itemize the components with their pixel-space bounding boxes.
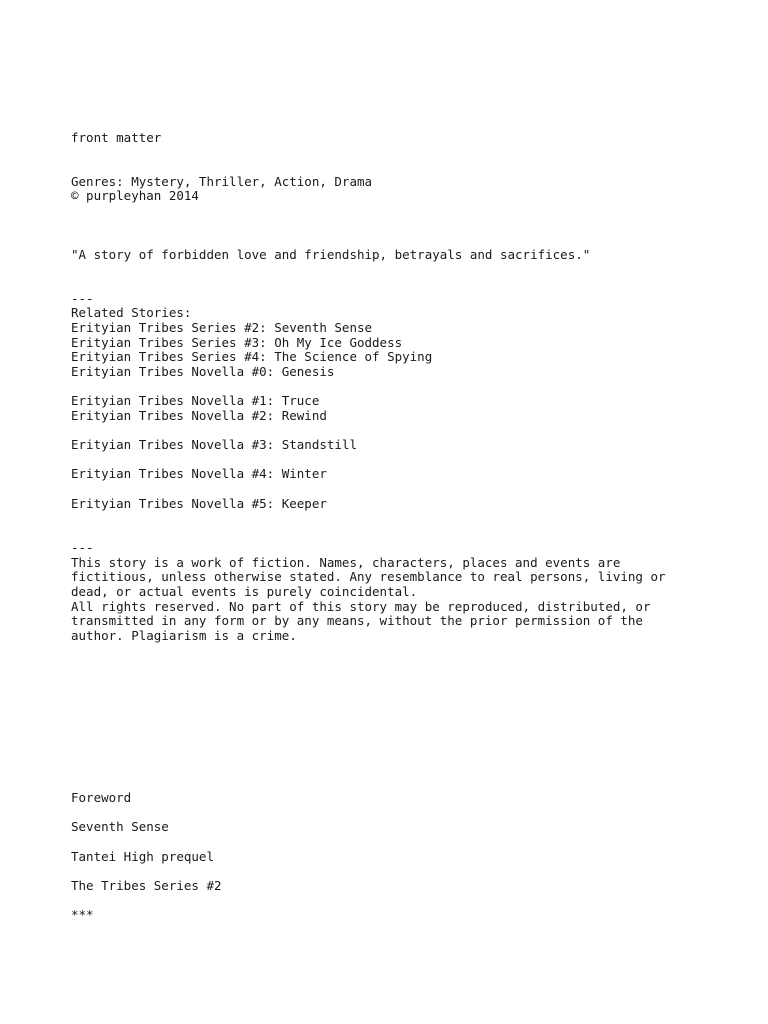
- prequel-note: Tantei High prequel: [71, 849, 214, 864]
- related-story: Erityian Tribes Novella #4: Winter: [71, 466, 327, 481]
- section-heading: front matter: [71, 130, 162, 145]
- disclaimer-line: fictitious, unless otherwise stated. Any resemblance to real persons, living or: [71, 569, 666, 584]
- related-stories-heading: Related Stories:: [71, 305, 192, 320]
- separator: ---: [71, 540, 94, 555]
- book-title: Seventh Sense: [71, 819, 169, 834]
- related-story: Erityian Tribes Novella #1: Truce: [71, 393, 320, 408]
- rights-line: author. Plagiarism is a crime.: [71, 628, 297, 643]
- related-story: Erityian Tribes Novella #3: Standstill: [71, 437, 357, 452]
- related-story: Erityian Tribes Series #2: Seventh Sense: [71, 320, 373, 335]
- related-story: Erityian Tribes Novella #2: Rewind: [71, 408, 327, 423]
- disclaimer-line: This story is a work of fiction. Names, characters, places and events are: [71, 555, 621, 570]
- tagline: "A story of forbidden love and friendship, betrayals and sacrifices.": [71, 247, 591, 262]
- related-story: Erityian Tribes Novella #0: Genesis: [71, 364, 335, 379]
- related-story: Erityian Tribes Novella #5: Keeper: [71, 496, 327, 511]
- series-note: The Tribes Series #2: [71, 878, 222, 893]
- rights-line: All rights reserved. No part of this story may be reproduced, distributed, or: [71, 599, 651, 614]
- rights-line: transmitted in any form or by any means, without the prior permission of the: [71, 613, 643, 628]
- genres-line: Genres: Mystery, Thriller, Action, Drama: [71, 174, 373, 189]
- related-story: Erityian Tribes Series #4: The Science of Spying: [71, 349, 433, 364]
- separator: ---: [71, 291, 94, 306]
- scene-break: ***: [71, 907, 94, 922]
- related-story: Erityian Tribes Series #3: Oh My Ice Goddess: [71, 335, 403, 350]
- foreword-heading: Foreword: [71, 790, 132, 805]
- copyright-line: © purpleyhan 2014: [71, 188, 199, 203]
- disclaimer-line: dead, or actual events is purely coincidental.: [71, 584, 418, 599]
